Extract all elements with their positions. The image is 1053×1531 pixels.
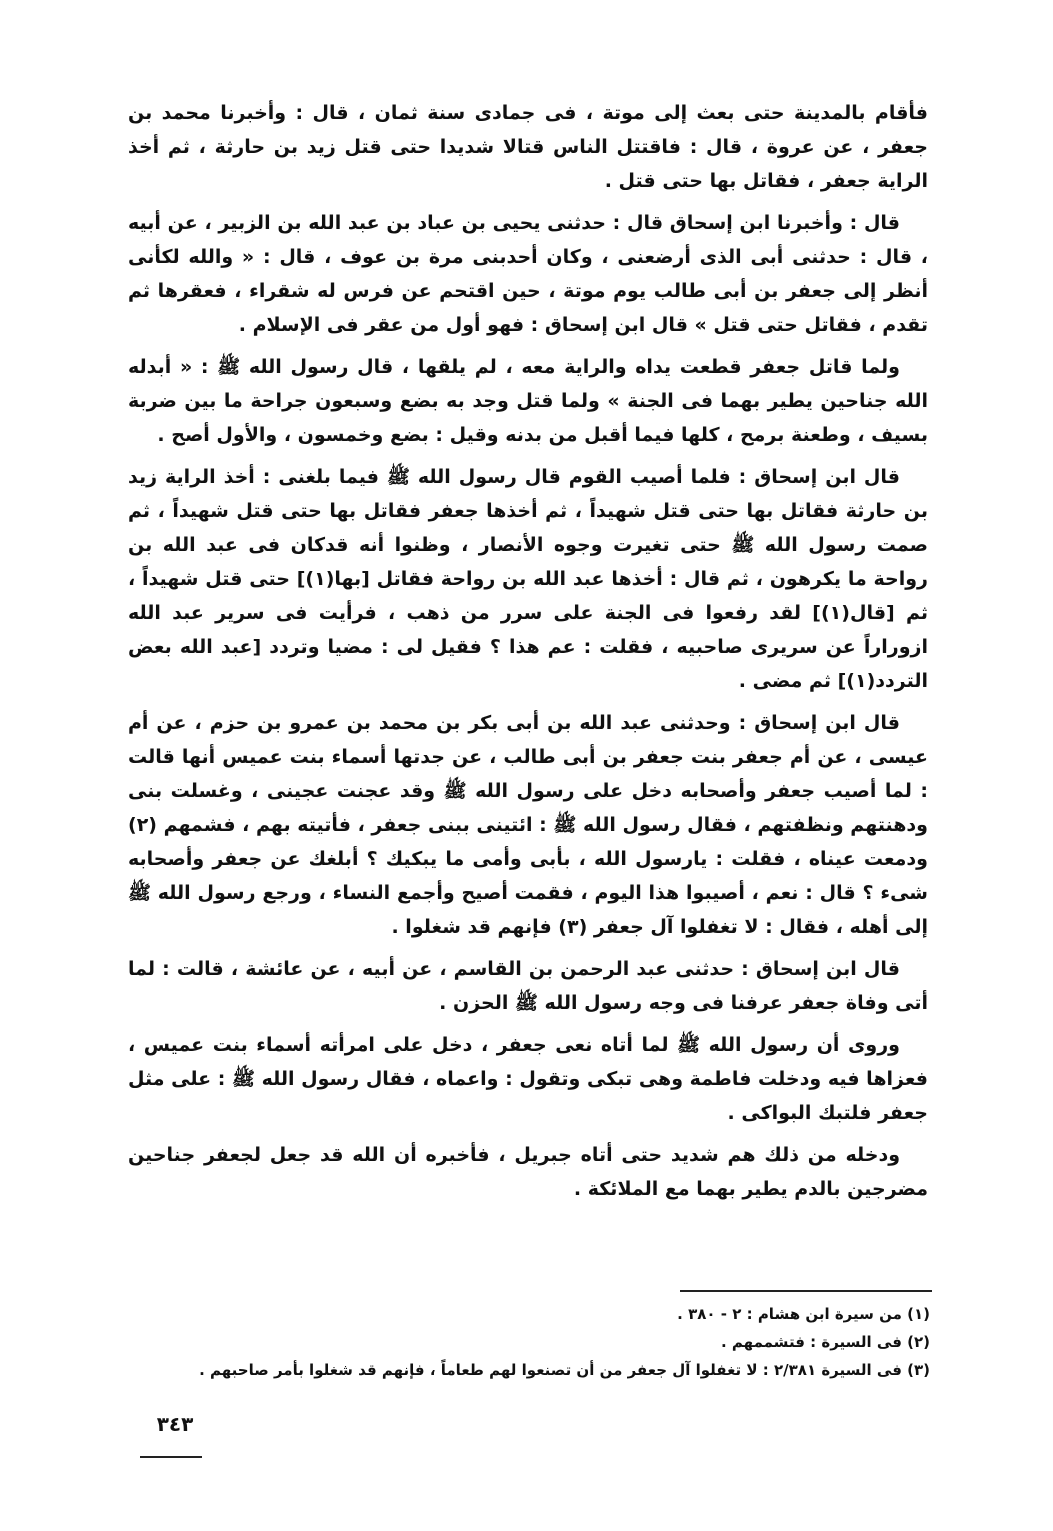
paragraph-1: فأقام بالمدينة حتى بعث إلى موتة ، فى جمادى سنة ثمان ، قال : وأخبرنا محمد بن جعفر ، عن عروة ، قال : فاقتتل الناس قتالا شديدا حتى قتل زيد بن حارثة ، ثم أخذ الراية جعفر ، فقاتل بها حتى قتل . — [128, 102, 928, 192]
paragraph-2: قال : وأخبرنا ابن إسحاق قال : حدثنى يحيى بن عباد بن عبد الله بن الزبير ، عن أبيه ، قال : حدثنى أبى الذى أرضعنى ، وكان أحدبنى مرة بن عوف ، قال : « والله لكأنى أنظر إلى جعفر بن أبى طالب يوم موتة ، حين اقتحم عن فرس له شقراء ، فعقرها ثم تقدم ، فقاتل حتى قتل » قال ابن إسحاق : فهو أول من عقر فى الإسلام . — [128, 212, 928, 336]
footnotes — [180, 1300, 930, 1384]
paragraph-8: ودخله من ذلك هم شديد حتى أتاه جبريل ، فأخبره أن الله قد جعل لجعفر جناحين مضرجين بالدم يطير بهما مع الملائكة . — [128, 1144, 928, 1200]
main-text — [128, 96, 928, 1214]
page-number: ٣٤٣ — [156, 1412, 194, 1436]
paragraph-5: قال ابن إسحاق : وحدثنى عبد الله بن أبى بكر بن محمد بن عمرو بن حزم ، عن أم عيسى ، عن أم جعفر بنت جعفر بن أبى طالب ، عن جدتها أسماء بنت عميس أنها قالت : لما أصيب جعفر وأصحابه دخل على رسول الله ﷺ وقد عجنت عجينى ، وغسلت بنى ودهنتهم ونظفتهم ، فقال رسول الله ﷺ : ائتينى ببنى جعفر ، فأتيته بهم ، فشمهم (٢) ودمعت عيناه ، فقلت : يارسول الله ، بأبى وأمى ما يبكيك ؟ أبلغك عن جعفر وأصحابه شىء ؟ قال : نعم ، أصيبوا هذا اليوم ، فقمت أصيح وأجمع النساء ، ورجع رسول الله ﷺ إلى أهله ، فقال : لا تغفلوا آل جعفر (٣) فإنهم قد شغلوا . — [128, 712, 928, 938]
paragraph-4: قال ابن إسحاق : فلما أصيب القوم قال رسول الله ﷺ فيما بلغنى : أخذ الراية زيد بن حارثة فقاتل بها حتى قتل شهيداً ، ثم أخذها جعفر فقاتل بها حتى قتل شهيداً ، ثم صمت رسول الله ﷺ حتى تغيرت وجوه الأنصار ، وظنوا أنه قدكان فى عبد الله بن رواحة ما يكرهون ، ثم قال : أخذها عبد الله بن رواحة فقاتل [بها(١)] حتى قتل شهيداً ، ثم [قال(١)] لقد رفعوا فى الجنة على سرر من ذهب ، فرأيت فى سرير عبد الله ازوراراً عن سريرى صاحبيه ، فقلت : عم هذا ؟ فقيل لى : مضيا وتردد [عبد الله بعض التردد(١)] ثم مضى . — [128, 466, 928, 692]
paragraph-6: قال ابن إسحاق : حدثنى عبد الرحمن بن القاسم ، عن أبيه ، عن عائشة ، قالت : لما أتى وفاة جعفر عرفنا فى وجه رسول الله ﷺ الحزن . — [128, 958, 928, 1014]
footnote-divider — [680, 1290, 932, 1292]
footnote-1: (١) من سيرة ابن هشام : ٢ - ٣٨٠ . — [677, 1305, 930, 1323]
footnote-2: (٢) فى السيرة : فتشممهم . — [720, 1333, 930, 1351]
paragraph-3: ولما قاتل جعفر قطعت يداه والراية معه ، لم يلقها ، قال رسول الله ﷺ : « أبدله الله جناحين يطير بهما فى الجنة » ولما قتل وجد به بضع وسبعون جراحة ما بين ضربة بسيف ، وطعنة برمح ، كلها فيما أقبل من بدنه وقيل : بضع وخمسون ، والأول أصح . — [128, 356, 928, 446]
paragraph-7: وروى أن رسول الله ﷺ لما أتاه نعى جعفر ، دخل على امرأته أسماء بنت عميس ، فعزاها فيه ودخلت فاطمة وهى تبكى وتقول : واعماه ، فقال رسول الله ﷺ : على مثل جعفر فلتبك البواكى . — [128, 1034, 928, 1124]
footnote-3: (٣) فى السيرة ٢/٣٨١ : لا تغفلوا آل جعفر من أن تصنعوا لهم طعاماً ، فإنهم قد شغلوا بأمر صاحبهم . — [199, 1361, 930, 1379]
page-number-underline — [140, 1456, 202, 1458]
